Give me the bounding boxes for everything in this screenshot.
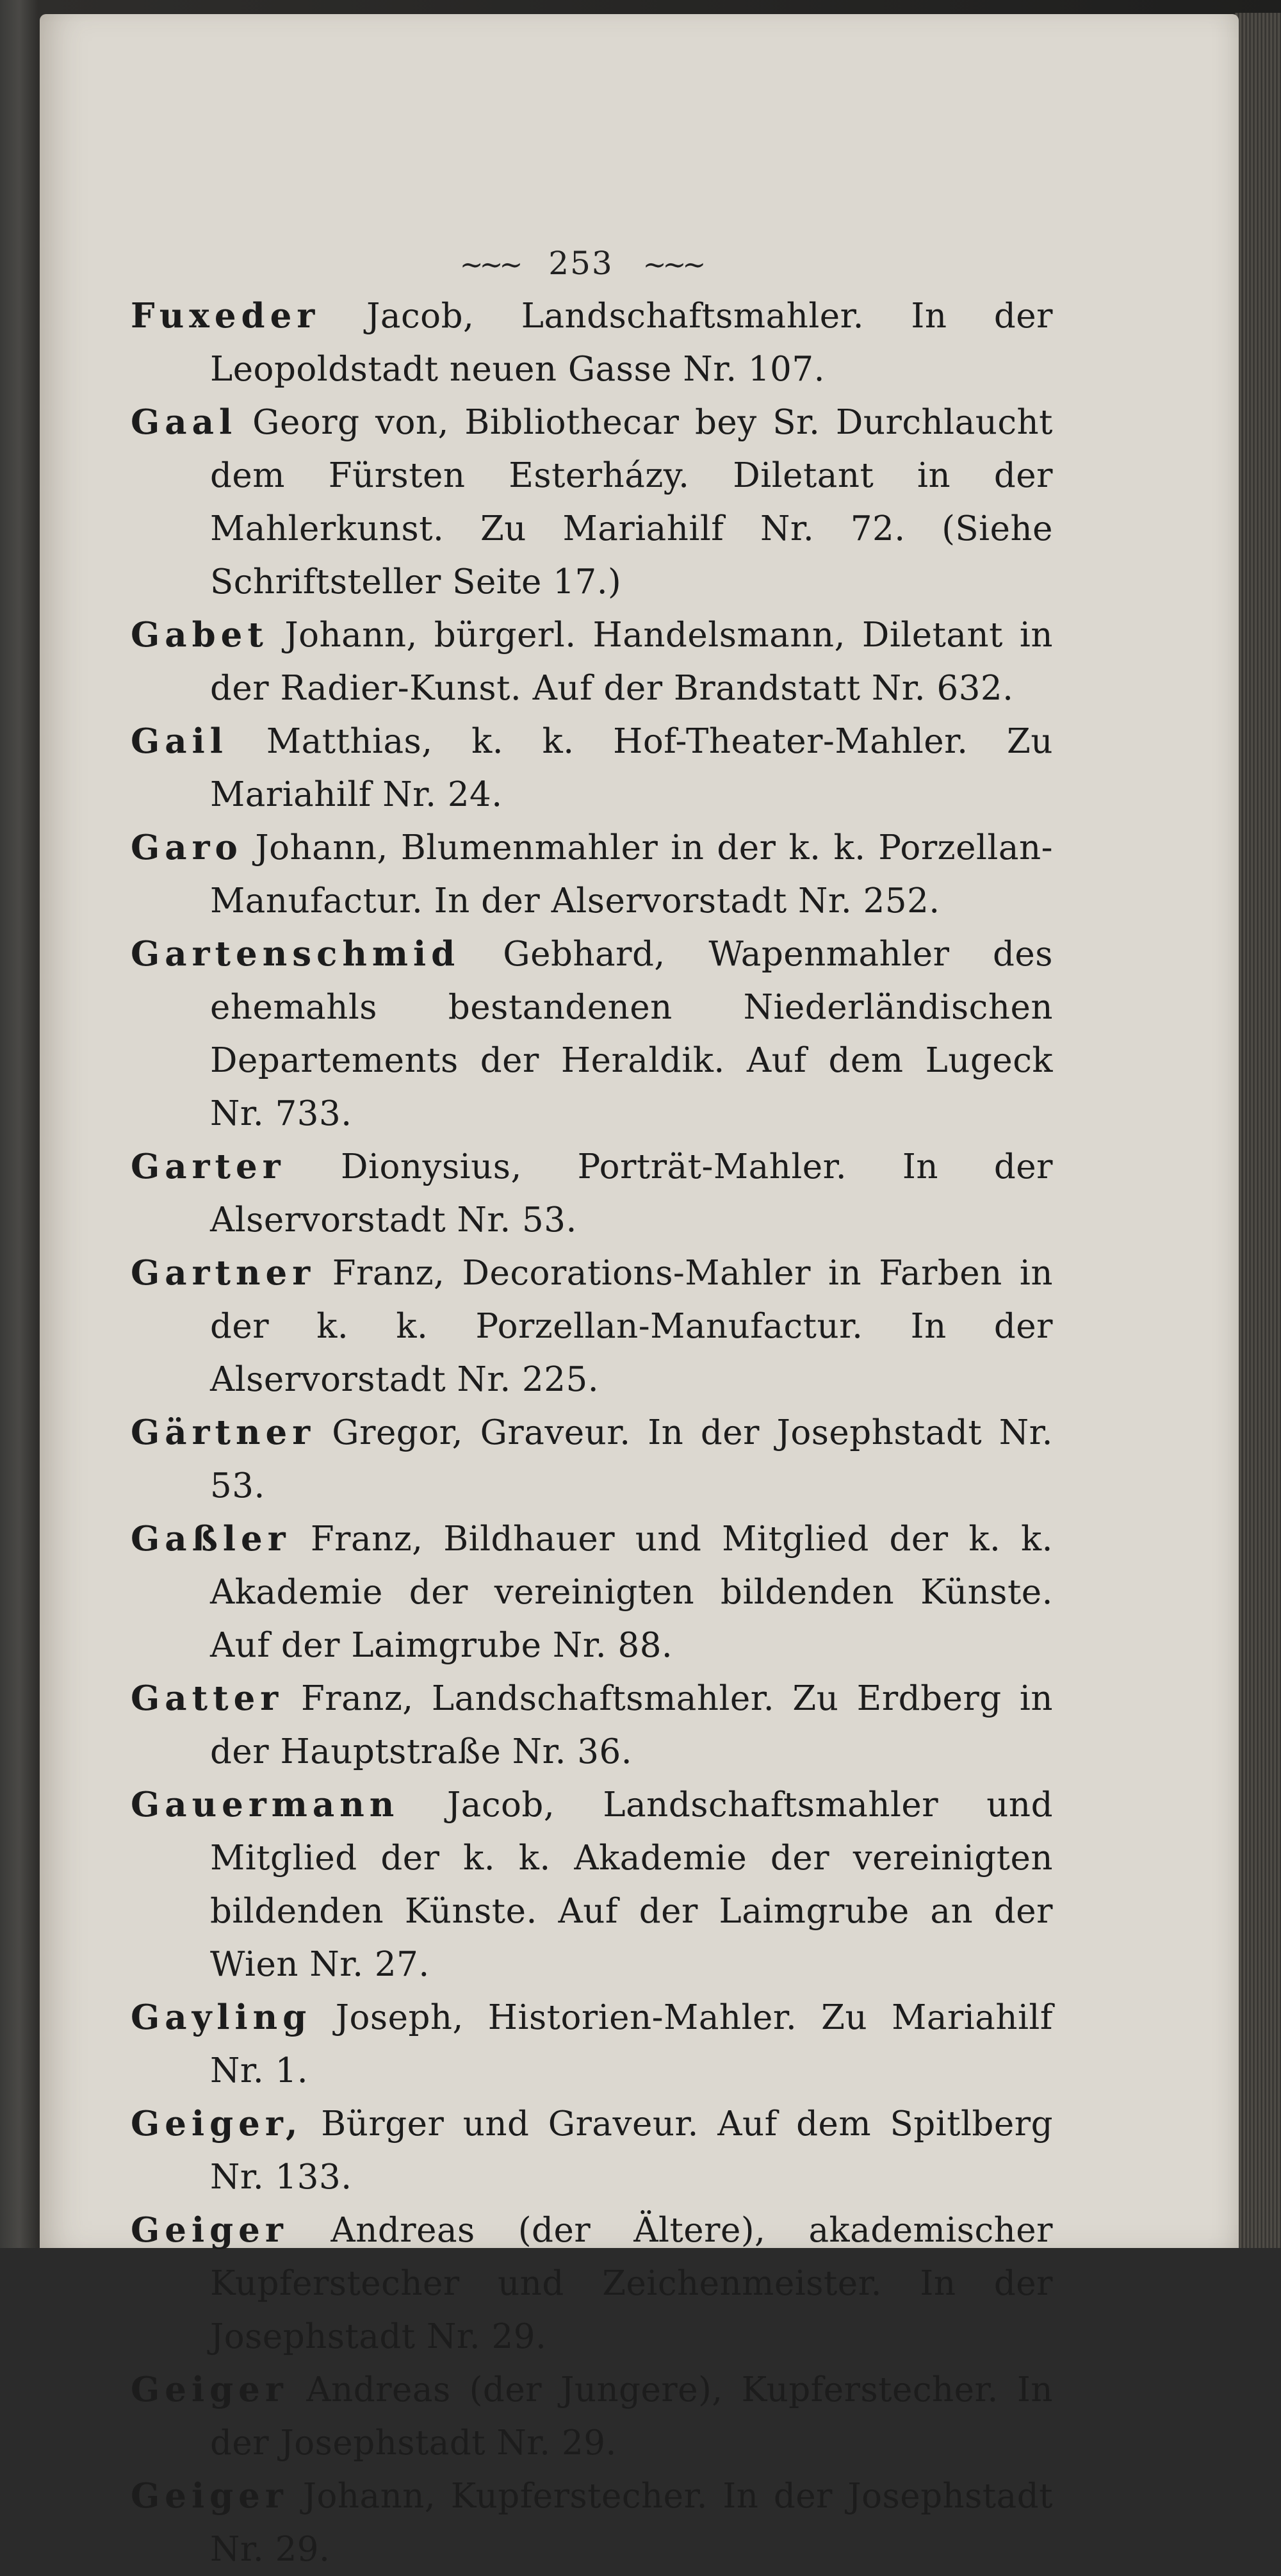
entry-text: Georg von, Bibliothecar bey Sr. Durchlaucht dem Fürsten Esterházy. Diletant in der Mahlerkunst. Zu Mariahilf Nr. 72. (Siehe Schriftsteller Seite 17.): [210, 403, 1053, 602]
ornament-right: ~~~: [642, 249, 703, 281]
entry-text: Dionysius, Porträt-Mahler. In der Alservorstadt Nr. 53.: [210, 1147, 1053, 1240]
list-item: [131, 1406, 1053, 1513]
entry-name: Geiger: [131, 2370, 288, 2409]
ornament-left: ~~~: [459, 249, 519, 281]
entry-text: Joseph, Historien-Mahler. Zu Mariahilf Nr. 1.: [210, 1998, 1053, 2090]
entry-text: Jacob, Landschaftsmahler und Mitglied der k. k. Akademie der vereinigten bildenden Künste. Auf der Laimgrube an der Wien Nr. 27.: [210, 1785, 1053, 1984]
entry-list: [131, 290, 1053, 2576]
list-item: [131, 1778, 1053, 1991]
entry-name: Gauermann: [131, 1785, 400, 1825]
list-item: [131, 1247, 1053, 1406]
entry-text: Johann, bürgerl. Handelsmann, Diletant in der Radier-Kunst. Auf der Brandstatt Nr. 632.: [210, 616, 1053, 708]
list-item: [131, 609, 1053, 715]
list-item: [131, 1672, 1053, 1778]
list-item: [131, 1513, 1053, 1672]
entry-text: Jacob, Landschaftsmahler. In der Leopoldstadt neuen Gasse Nr. 107.: [210, 297, 1053, 389]
list-item: [131, 2204, 1053, 2363]
entry-name: Gärtner: [131, 1413, 316, 1452]
entry-name: Geiger,: [131, 2104, 303, 2144]
entry-name: Gaßler: [131, 1519, 291, 1559]
entry-text: Johann, Blumenmahler in der k. k. Porzellan-Manufactur. In der Alservorstadt Nr. 252.: [210, 828, 1053, 921]
entry-name: Fuxeder: [131, 296, 320, 336]
entry-text: Andreas (der Jungere), Kupferstecher. In der Josephstadt Nr. 29.: [210, 2370, 1053, 2463]
entry-name: Gartenschmid: [131, 934, 461, 974]
entry-name: Gartner: [131, 1253, 316, 1293]
list-item: [131, 715, 1053, 821]
list-item: [131, 396, 1053, 609]
page-number: 253: [548, 245, 614, 282]
entry-text: Matthias, k. k. Hof-Theater-Mahler. Zu Mariahilf Nr. 24.: [210, 722, 1053, 814]
entry-name: Gail: [131, 721, 228, 761]
entry-name: Gayling: [131, 1998, 312, 2037]
list-item: [131, 2363, 1053, 2470]
book-page: [40, 14, 1239, 2569]
list-item: [131, 1140, 1053, 1247]
list-item: [131, 2097, 1053, 2204]
entry-text: Johann, Kupferstecher. In der Josephstadt Nr. 29.: [210, 2477, 1053, 2569]
list-item: [131, 821, 1053, 928]
entry-name: Gabet: [131, 615, 268, 655]
entry-name: Garter: [131, 1147, 286, 1186]
entry-text: Franz, Landschaftsmahler. Zu Erdberg in der Hauptstraße Nr. 36.: [210, 1679, 1053, 1771]
entry-name: Gaal: [131, 402, 238, 442]
entry-text: Bürger und Graveur. Auf dem Spitlberg Nr. 133.: [210, 2104, 1053, 2197]
entry-text: Franz, Decorations-Mahler in Farben in der k. k. Porzellan-Manufactur. In der Alservorstadt Nr. 225.: [210, 1254, 1053, 1399]
entry-text: Andreas (der Ältere), akademischer Kupferstecher und Zeichenmeister. In der Josephstadt Nr. 29.: [210, 2211, 1053, 2356]
page-header: [40, 245, 1122, 282]
list-item: [131, 290, 1053, 396]
entry-text: Franz, Bildhauer und Mitglied der k. k. Akademie der vereinigten bildenden Künste. Auf der Laimgrube Nr. 88.: [210, 1520, 1053, 1665]
entry-name: Geiger: [131, 2476, 288, 2516]
page-edge: [1235, 13, 1281, 2248]
entry-name: Geiger: [131, 2210, 288, 2250]
entry-name: Gatter: [131, 1678, 284, 1718]
list-item: [131, 1991, 1053, 2097]
entry-text: Gebhard, Wapenmahler des ehemahls bestandenen Niederländischen Departements der Heraldik. Auf dem Lugeck Nr. 733.: [210, 935, 1053, 1133]
list-item: [131, 928, 1053, 1140]
entry-name: Garo: [131, 828, 243, 867]
entry-text: Gregor, Graveur. In der Josephstadt Nr. 53.: [210, 1413, 1053, 1505]
list-item: [131, 2470, 1053, 2576]
